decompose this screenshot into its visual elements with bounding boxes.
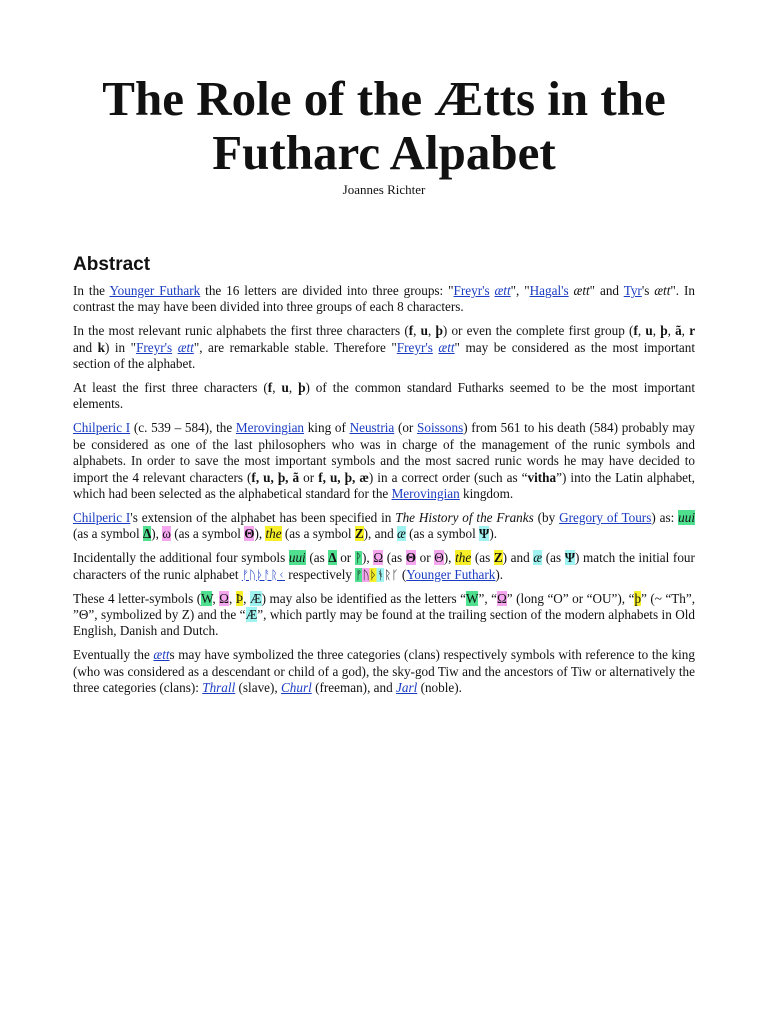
text: ) as: — [651, 509, 679, 525]
link-aett[interactable]: ætt — [438, 339, 455, 355]
document-title: The Role of the Ætts in the Futharc Alpabet — [102, 71, 666, 180]
text: may have symbolized the three categories (clans) respectively symbols with reference to the king (who was considered as a descendant or child of a god), the sky-god Tiw and the ancestors of Tiw or alternatively the three categories (clans): — [73, 647, 695, 696]
highlight-ae: æ — [533, 550, 543, 566]
bold-char: u — [420, 323, 428, 339]
text: ), and — [363, 526, 397, 542]
text: ) and — [502, 550, 534, 566]
bold-char: r — [689, 323, 696, 339]
text: , — [243, 590, 250, 606]
highlight-omega: ω — [162, 526, 171, 542]
text: ), — [362, 550, 374, 566]
bold-char: f — [408, 323, 414, 339]
text: kingdom. — [459, 485, 514, 501]
runes: ᚱᚴ — [384, 567, 399, 582]
text: 's extension of the alphabet has been specified in — [130, 509, 396, 525]
text: ) match the initial four characters of the runic alphabet — [73, 550, 695, 582]
text: , — [652, 323, 661, 339]
text: In the — [73, 283, 110, 298]
highlight-theta: Θ — [405, 550, 417, 566]
text: , — [272, 380, 282, 396]
link-tyr[interactable]: Tyr — [623, 283, 642, 298]
text: ), — [151, 526, 163, 542]
paragraph-7 — [73, 591, 695, 640]
link-jarl[interactable]: Jarl — [396, 680, 418, 696]
text: (as — [305, 550, 329, 566]
text: (noble). — [417, 680, 462, 696]
text: (slave), — [235, 680, 282, 696]
text: ( — [398, 566, 407, 582]
text: (as a symbol — [73, 526, 143, 542]
text: ) may also be identified as the letters “ — [261, 590, 467, 606]
text: or — [336, 550, 355, 566]
link-freyrs[interactable]: Freyr's — [396, 339, 433, 355]
text: ) in a correct order (such as “ — [368, 469, 528, 485]
text: , — [413, 323, 421, 339]
text: (or — [394, 420, 418, 436]
link-aett[interactable]: ætt — [177, 339, 194, 355]
text: These 4 letter-symbols ( — [73, 590, 202, 606]
text: ”) into the Latin alphabet, which had been selected as the alphabetical standard for the — [73, 469, 695, 501]
bold-char: þ — [298, 380, 306, 396]
text: king of — [304, 420, 350, 436]
link-younger-futhark[interactable]: Younger Futhark — [406, 566, 496, 582]
author-name: Joannes Richter — [342, 182, 426, 197]
paragraph-5 — [73, 510, 695, 543]
bold-chars: f, u, þ, ã — [251, 469, 300, 485]
highlight-omega: Ω — [373, 550, 384, 566]
bold-chars: f, u, þ, æ — [318, 469, 369, 485]
link-hagals[interactable]: Hagal's — [529, 283, 569, 298]
link-freyrs[interactable]: Freyr's — [136, 339, 173, 355]
text: Eventually the — [73, 647, 154, 663]
italic-book-title: The History of the Franks — [395, 509, 534, 525]
bold-char: ã — [675, 323, 682, 339]
link-merovingian[interactable]: Merovingian — [391, 485, 460, 501]
link-chilperic[interactable]: Chilperic I — [73, 509, 131, 525]
text: (by — [533, 509, 560, 525]
text: (c. 539 – 584), the — [130, 420, 236, 436]
abstract-body — [73, 283, 695, 704]
text: ). — [495, 566, 504, 582]
text: ”, “ — [478, 590, 497, 606]
text: or — [299, 469, 319, 485]
text: , — [637, 323, 646, 339]
paragraph-3 — [73, 380, 695, 413]
paragraph-8 — [73, 647, 695, 696]
highlight-wynn: ᚹ — [354, 551, 363, 566]
italic-aett: ætt — [573, 283, 590, 298]
text: " and — [589, 283, 624, 298]
highlight-omega: Ω — [496, 590, 507, 606]
bold-char: k — [97, 339, 105, 355]
bold-char: f — [267, 380, 273, 396]
link-chilperic[interactable]: Chilperic I — [73, 420, 131, 436]
text: ) in " — [104, 339, 137, 355]
link-thrall[interactable]: Thrall — [202, 680, 236, 696]
highlight-psi: Ψ — [479, 526, 490, 542]
paragraph-4 — [73, 420, 695, 502]
text: (as — [542, 550, 565, 566]
text: the 16 letters are divided into three groups: " — [200, 283, 454, 298]
highlight-the: the — [455, 550, 472, 566]
text: , — [288, 380, 299, 396]
text: and — [73, 339, 98, 355]
text: ". In contrast the may have been divided into three groups of each 8 characters. — [73, 283, 695, 315]
text: , — [681, 323, 690, 339]
text: , — [428, 323, 436, 339]
paragraph-1 — [73, 283, 695, 316]
text: (freeman), and — [311, 680, 397, 696]
text: ” (~ “Th”, ”Θ”, symbolized by Z) and the “ — [73, 590, 696, 622]
link-aett[interactable]: ætt — [153, 647, 170, 663]
paragraph-2 — [73, 323, 695, 372]
highlight-uui: uui — [288, 550, 306, 566]
highlight-ae: Æ — [249, 590, 262, 606]
highlight-uui: uui — [678, 509, 695, 525]
text: ) from 561 to his death (584) probably may be considered as one of the last philosophers who was in charge of the management of the runic symbols and alphabets. In order to save the most important symbols and the most sacred runic words he may have decided to import the 4 relevant characters ( — [73, 420, 695, 485]
highlight-thorn: Þ — [235, 590, 244, 606]
link-soissons[interactable]: Soissons — [417, 420, 464, 436]
text: or — [416, 550, 435, 566]
bold-char: f — [633, 323, 638, 339]
text: s — [169, 647, 175, 663]
text: , — [212, 590, 220, 606]
highlight-the: the — [265, 526, 282, 542]
link-younger-futhark[interactable]: Younger Futhark — [109, 283, 201, 298]
text: (as a symbol — [405, 526, 480, 542]
highlight-delta: Δ — [142, 526, 152, 542]
link-neustria[interactable]: Neustria — [349, 420, 395, 436]
highlight-theta: Θ — [244, 526, 255, 542]
abstract-heading: Abstract — [73, 254, 151, 275]
text: , — [667, 323, 676, 339]
link-churl[interactable]: Churl — [281, 680, 312, 696]
text: ", are remarkable stable. Therefore " — [193, 339, 397, 355]
highlight-w: W — [201, 590, 213, 606]
highlight-ae: Æ — [245, 606, 258, 622]
text: At least the first three characters ( — [73, 380, 268, 396]
highlight-w: W — [466, 590, 479, 606]
text: ), — [443, 550, 456, 566]
highlight-z: Z — [354, 526, 364, 542]
bold-char: u — [645, 323, 653, 339]
bold-char: u — [281, 380, 289, 396]
highlight-delta: Δ — [328, 550, 337, 566]
text: (as a symbol — [170, 526, 245, 542]
text: ) or even the complete first group ( — [442, 323, 634, 339]
text: 's — [641, 283, 655, 298]
text: ” (long “O” or “OU”), “ — [506, 590, 635, 606]
link-freyrs[interactable]: Freyr's — [453, 283, 490, 298]
link-aett[interactable]: ætt — [494, 283, 511, 298]
text: (as — [471, 550, 494, 566]
text: ) of the common standard Futharks seemed to be the most important elements. — [73, 380, 695, 412]
text: ), — [254, 526, 266, 542]
text: In the most relevant runic alphabets the first three characters ( — [73, 323, 409, 339]
bold-char: þ — [435, 323, 443, 339]
text: ”, which partly may be found at the trailing section of the modern alphabets in Old English, Danish and Dutch. — [73, 606, 695, 639]
highlight-theta: Θ — [434, 550, 444, 566]
text: " may be considered as the most important section of the alphabet. — [73, 339, 696, 372]
highlight-psi: Ψ — [564, 550, 575, 566]
text: (as — [383, 550, 406, 566]
highlight-z: Z — [493, 550, 503, 566]
bold-char: þ — [660, 323, 668, 339]
text: Incidentally the additional four symbols — [73, 550, 289, 566]
highlight-ae: æ — [396, 526, 406, 542]
text: ", " — [510, 283, 530, 298]
italic-aett: ætt — [654, 283, 671, 298]
text: (as a symbol — [281, 526, 355, 542]
bold-vitha: vitha — [527, 469, 557, 485]
text: , — [228, 590, 236, 606]
text: ). — [489, 526, 498, 542]
highlight-thorn: þ — [634, 590, 642, 606]
highlight-omega: Ω — [219, 590, 229, 606]
paragraph-6 — [73, 550, 695, 583]
text: respectively — [285, 566, 356, 582]
highlight-runes: ᚠᚢᚦᚬ — [355, 567, 385, 582]
link-runic-alphabet[interactable]: ᚠᚢᚦᚨᚱᚲ — [241, 567, 285, 582]
link-merovingian[interactable]: Merovingian — [235, 420, 305, 436]
link-gregory-of-tours[interactable]: Gregory of Tours — [559, 509, 652, 525]
